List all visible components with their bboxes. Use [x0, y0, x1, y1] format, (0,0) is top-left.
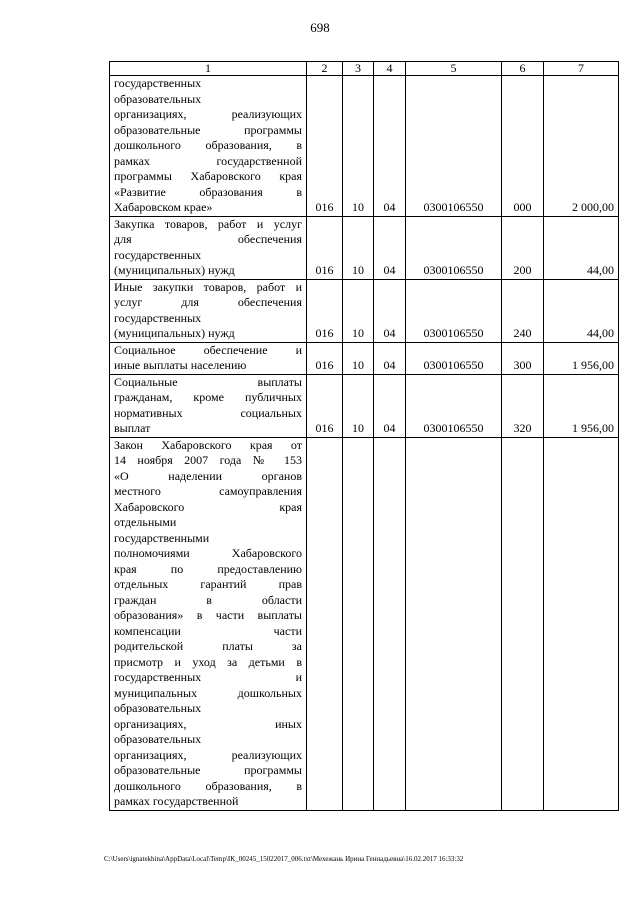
ministry-code-cell: 016 [307, 342, 343, 374]
expense-type-code-cell: 240 [502, 279, 544, 342]
expense-type-code-cell: 000 [502, 76, 544, 217]
section-code-cell: 10 [343, 342, 374, 374]
description-line: Хабаровского края [114, 499, 302, 514]
table-row [110, 374, 619, 437]
description-line: Закон Хабаровского края от [114, 437, 302, 452]
table-header-row [110, 62, 619, 76]
description-line: «Развитие образования в [114, 184, 302, 199]
target-article-code-cell: 0300106550 [406, 374, 502, 437]
description-line: нормативных социальных [114, 405, 302, 420]
amount-cell: 2 000,00 [544, 76, 619, 217]
amount-cell: 1 956,00 [544, 342, 619, 374]
target-article-code-cell: 0300106550 [406, 216, 502, 279]
description-line: образовательные программы [114, 763, 302, 777]
description-line: программы Хабаровского края [114, 169, 302, 183]
description-line: граждан в области [114, 592, 302, 607]
table-row [110, 342, 619, 374]
subsection-code-cell: 04 [374, 76, 406, 217]
description-line: рамках государственной [114, 794, 239, 808]
description-line: отдельными [114, 515, 177, 529]
description-line: местного самоуправления [114, 484, 302, 498]
expense-type-code-cell: 300 [502, 342, 544, 374]
target-article-code-cell: 0300106550 [406, 342, 502, 374]
description-line: компенсации части [114, 623, 302, 638]
subsection-code-cell: 04 [374, 279, 406, 342]
row-description [110, 216, 307, 279]
description-line: полномочиями Хабаровского [114, 546, 302, 560]
subsection-code-cell [374, 437, 406, 810]
description-line: образовательные программы [114, 122, 302, 137]
ministry-code-cell: 016 [307, 76, 343, 217]
description-line: гражданам, кроме публичных [114, 390, 302, 404]
budget-table [109, 61, 619, 811]
description-line: дошкольного образования, в [114, 138, 302, 152]
description-line: образовательных [114, 701, 202, 715]
amount-cell: 44,00 [544, 279, 619, 342]
description-line: присмотр и уход за детьми в [114, 654, 302, 669]
description-line: «О наделении органов [114, 468, 302, 483]
column-header: 6 [502, 62, 544, 76]
description-line: Хабаровском крае» [114, 200, 213, 214]
expense-type-code-cell [502, 437, 544, 810]
section-code-cell: 10 [343, 374, 374, 437]
target-article-code-cell: 0300106550 [406, 76, 502, 217]
description-line: (муниципальных) нужд [114, 263, 235, 277]
description-line: государственных [114, 310, 202, 325]
section-code-cell [343, 437, 374, 810]
table-row [110, 76, 619, 217]
column-header: 4 [374, 62, 406, 76]
description-line: организациях, иных [114, 716, 302, 731]
description-line: 14 ноября 2007 года № 153 [114, 453, 302, 467]
subsection-code-cell: 04 [374, 342, 406, 374]
description-line: края по предоставлению [114, 561, 302, 576]
column-header: 7 [544, 62, 619, 76]
description-line: образовательных [114, 91, 202, 106]
description-line: отдельных гарантий прав [114, 577, 302, 591]
description-line: Иные закупки товаров, работ и [114, 279, 302, 294]
description-line: организациях, реализующих [114, 747, 302, 762]
description-line: дошкольного образования, в [114, 778, 302, 793]
ministry-code-cell: 016 [307, 374, 343, 437]
description-line: Социальное обеспечение и [114, 342, 302, 357]
row-description [110, 437, 307, 810]
column-header: 1 [110, 62, 307, 76]
ministry-code-cell: 016 [307, 279, 343, 342]
table-row [110, 216, 619, 279]
column-header: 5 [406, 62, 502, 76]
description-line: иные выплаты населению [114, 358, 247, 372]
table-row [110, 437, 619, 810]
description-line: родительской платы за [114, 639, 302, 653]
section-code-cell: 10 [343, 279, 374, 342]
amount-cell [544, 437, 619, 810]
description-line: государственных и [114, 670, 302, 684]
description-line: государственных [114, 247, 202, 262]
column-header: 3 [343, 62, 374, 76]
ministry-code-cell: 016 [307, 216, 343, 279]
amount-cell: 1 956,00 [544, 374, 619, 437]
row-description [110, 76, 307, 217]
description-line: организациях, реализующих [114, 107, 302, 121]
table-row [110, 279, 619, 342]
description-line: муниципальных дошкольных [114, 685, 302, 700]
description-line: Социальные выплаты [114, 374, 302, 389]
target-article-code-cell [406, 437, 502, 810]
description-line: рамках государственной [114, 153, 302, 168]
ministry-code-cell [307, 437, 343, 810]
description-line: Закупка товаров, работ и услуг [114, 216, 302, 231]
row-description [110, 342, 307, 374]
subsection-code-cell: 04 [374, 374, 406, 437]
section-code-cell: 10 [343, 76, 374, 217]
row-description [110, 279, 307, 342]
description-line: образования» в части выплаты [114, 608, 302, 622]
description-line: услуг для обеспечения [114, 295, 302, 309]
description-line: (муниципальных) нужд [114, 326, 235, 340]
expense-type-code-cell: 200 [502, 216, 544, 279]
amount-cell: 44,00 [544, 216, 619, 279]
description-line: государственными [114, 530, 210, 545]
expense-type-code-cell: 320 [502, 374, 544, 437]
subsection-code-cell: 04 [374, 216, 406, 279]
section-code-cell: 10 [343, 216, 374, 279]
description-line: выплат [114, 421, 151, 435]
file-path-footer: C:\Users\ignatekhina\AppData\Local\Temp\IK_00245_15022017_006.txt\Мехежань Ирина Геннадьевна\16.02.2017 16:33:32 [104, 855, 464, 863]
column-header: 2 [307, 62, 343, 76]
page-number: 698 [310, 20, 330, 35]
description-line: государственных [114, 76, 202, 90]
row-description [110, 374, 307, 437]
description-line: для обеспечения [114, 232, 302, 246]
description-line: образовательных [114, 732, 202, 746]
target-article-code-cell: 0300106550 [406, 279, 502, 342]
